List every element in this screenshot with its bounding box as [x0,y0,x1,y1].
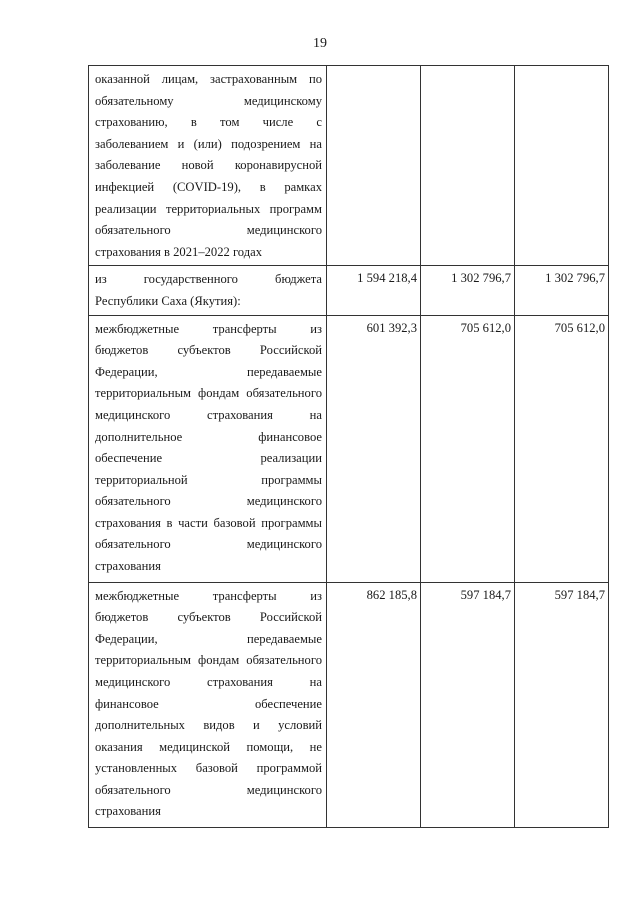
description-line: медицинского страхования на [95,407,322,422]
value-cell-2023: 705 612,0 [515,315,609,582]
description-line: обязательного медицинского [95,223,322,238]
description-line: территориальной программы [95,472,322,487]
description-line: медицинского страхования на [95,674,322,689]
description-line: заболеванием и (или) подозрением на [95,136,322,151]
value-cell-2021: 1 594 218,4 [327,266,421,315]
value-cell-2021 [327,66,421,266]
description-line: обязательного медицинского [95,494,322,509]
description-line: инфекцией (COVID-19), в рамках [95,179,322,194]
description-line: страхования в 2021–2022 годах [95,244,263,259]
description-line: обязательного медицинского [95,782,322,797]
description-line: страхования [95,804,161,819]
row-description-cell [89,315,327,582]
description-line: установленных базовой программой [95,761,322,776]
row-description-cell [89,66,327,266]
description-line: обязательному медицинскому [95,93,322,108]
description-line: оказания медицинской помощи, не [95,739,322,754]
value-cell-2022: 597 184,7 [421,582,515,827]
value-cell-2022: 1 302 796,7 [421,266,515,315]
description-line: Федерации, передаваемые [95,364,322,379]
description-line: страхования в части базовой программы [95,515,322,530]
description-line: бюджетов субъектов Российской [95,610,322,625]
description-line: из государственного бюджета [95,272,322,287]
value-cell-2023 [515,66,609,266]
description-line: бюджетов субъектов Российской [95,343,322,358]
row-description-cell [89,582,327,827]
table-row [89,66,609,266]
row-description-cell [89,266,327,315]
value-cell-2023: 597 184,7 [515,582,609,827]
description-line: обязательного медицинского [95,537,322,552]
description-line: Республики Саха (Якутия): [95,293,241,308]
description-line: финансовое обеспечение [95,696,322,711]
table-row [89,582,609,827]
description-line: межбюджетные трансферты из [95,588,322,603]
value-cell-2022: 705 612,0 [421,315,515,582]
description-line: территориальным фондам обязательного [95,653,322,668]
description-line: межбюджетные трансферты из [95,321,322,336]
description-line: Федерации, передаваемые [95,631,322,646]
description-line: страхования [95,559,161,574]
description-line: обеспечение реализации [95,451,322,466]
table-row [89,315,609,582]
description-line: территориальным фондам обязательного [95,386,322,401]
description-line: дополнительных видов и условий [95,718,322,733]
table-row [89,266,609,315]
value-cell-2022 [421,66,515,266]
value-cell-2021: 601 392,3 [327,315,421,582]
description-line: реализации территориальных программ [95,201,322,216]
value-cell-2023: 1 302 796,7 [515,266,609,315]
description-line: страхованию, в том числе с [95,115,322,130]
value-cell-2021: 862 185,8 [327,582,421,827]
budget-table [88,65,609,828]
description-line: оказанной лицам, застрахованным по [95,72,322,86]
page-number: 19 [313,36,327,51]
description-line: заболевание новой коронавирусной [95,158,322,173]
description-line: дополнительное финансовое [95,429,322,444]
